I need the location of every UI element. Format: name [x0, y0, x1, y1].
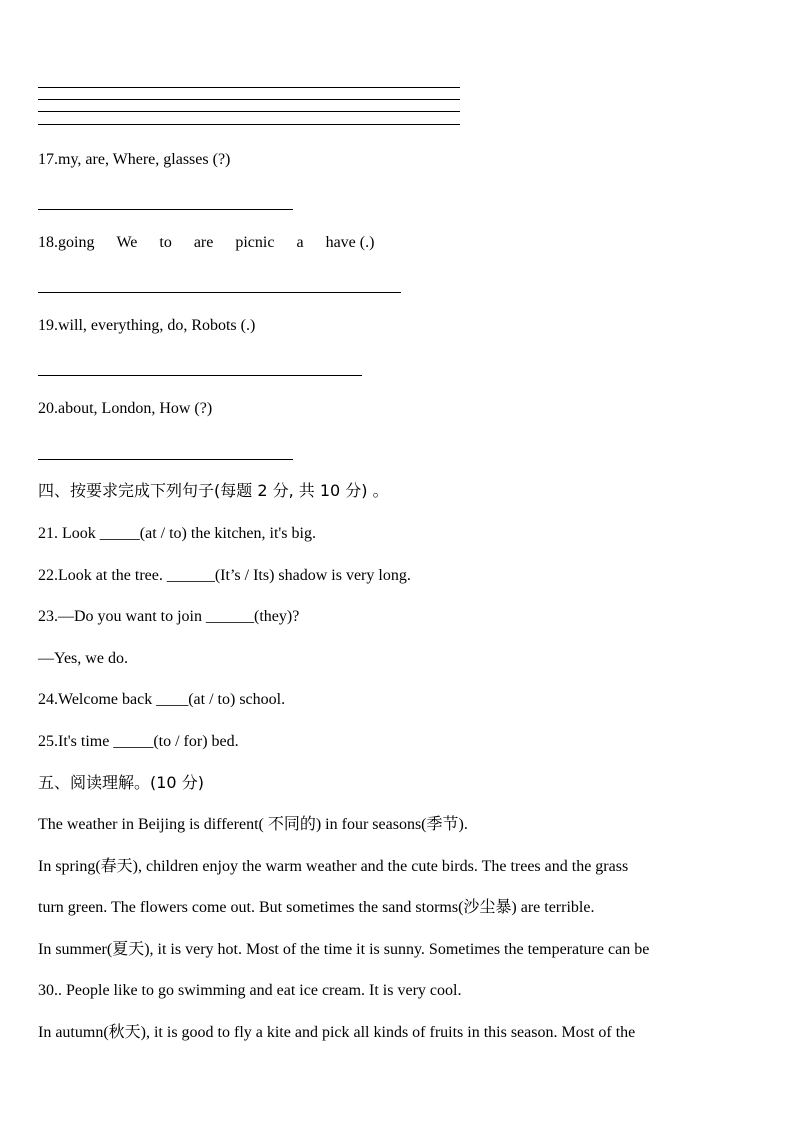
answer-line-17: [38, 209, 293, 210]
passage-line: 30.. People like to go swimming and eat ice cream. It is very cool.: [38, 982, 462, 999]
answer-line-20: [38, 459, 293, 460]
answer-line: [38, 111, 460, 112]
question-22: [38, 566, 411, 586]
q23-after: (they)?: [254, 608, 300, 625]
q25-after: (to / for) bed.: [153, 733, 239, 750]
q21-before: 21. Look: [38, 525, 100, 542]
q24-before: 24.Welcome back: [38, 691, 157, 708]
passage-line: The weather in Beijing is different( 不同的) in four seasons(季节).: [38, 816, 468, 833]
question-21: [38, 524, 316, 544]
passage-line: In spring(春天), children enjoy the warm weather and the cute birds. The trees and the grass: [38, 858, 629, 875]
answer-line-19: [38, 375, 362, 376]
word: are: [193, 234, 214, 251]
q23-blank: ______: [206, 608, 254, 625]
word: going: [58, 234, 95, 251]
q23-before: 23.—Do you want to join: [38, 608, 206, 625]
answer-line: [38, 124, 460, 125]
word: a: [296, 234, 304, 251]
q25-before: 25.It's time: [38, 733, 114, 750]
section-4-heading: 四、按要求完成下列句子(每题 2 分, 共 10 分) 。: [38, 481, 389, 500]
q22-before: 22.Look at the tree.: [38, 567, 167, 584]
q22-blank: ______: [166, 567, 215, 584]
question-20: 20.about, London, How (?): [38, 400, 213, 417]
q21-after: (at / to) the kitchen, it's big.: [139, 525, 316, 542]
question-24: [38, 690, 285, 710]
q24-blank: ____: [156, 691, 189, 708]
question-18-number: 18.: [38, 234, 58, 251]
question-17: 17.my, are, Where, glasses (?): [38, 151, 231, 168]
section-5-heading: 五、阅读理解。(10 分): [38, 773, 204, 792]
word: have (.): [325, 234, 375, 251]
q22-after: (It’s / Its) shadow is very long.: [214, 567, 411, 584]
word: picnic: [235, 234, 275, 251]
passage-line: turn green. The flowers come out. But sometimes the sand storms(沙尘暴) are terrible.: [38, 899, 595, 916]
question-18: [38, 233, 374, 253]
passage-line: In summer(夏天), it is very hot. Most of the time it is sunny. Sometimes the temperature can be: [38, 941, 650, 958]
q24-after: (at / to) school.: [188, 691, 286, 708]
word: We: [116, 234, 138, 251]
answer-line: [38, 99, 460, 100]
q21-blank: _____: [99, 525, 140, 542]
answer-line-18: [38, 292, 401, 293]
passage-line: In autumn(秋天), it is good to fly a kite and pick all kinds of fruits in this season. Most of the: [38, 1024, 636, 1041]
question-23: [38, 607, 299, 627]
question-25: [38, 732, 239, 752]
word: to: [159, 234, 172, 251]
answer-line: [38, 87, 460, 88]
q25-blank: _____: [113, 733, 154, 750]
question-19: 19.will, everything, do, Robots (.): [38, 317, 256, 334]
question-23-answer: —Yes, we do.: [38, 650, 128, 667]
